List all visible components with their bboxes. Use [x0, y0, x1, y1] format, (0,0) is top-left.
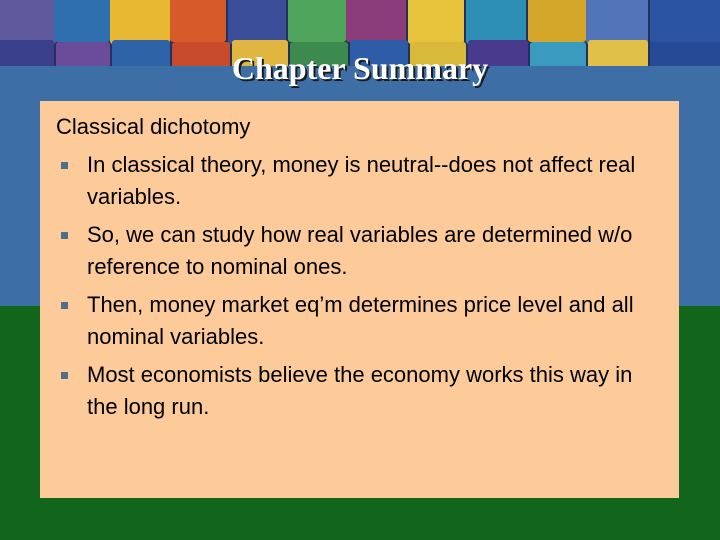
bullet-item	[56, 219, 666, 283]
bullet-item	[56, 289, 666, 353]
content-box	[40, 101, 679, 498]
square-bullet-icon	[61, 372, 68, 379]
square-bullet-icon	[61, 302, 68, 309]
bullet-list	[56, 149, 666, 429]
bullet-text: So, we can study how real variables are determined w/o reference to nominal ones.	[87, 222, 633, 279]
section-heading: Classical dichotomy	[56, 114, 251, 139]
bullet-item	[56, 359, 666, 423]
bullet-text: In classical theory, money is neutral--does not affect real variables.	[87, 152, 636, 209]
square-bullet-icon	[61, 232, 68, 239]
slide-title: Chapter Summary	[231, 50, 489, 86]
bullet-item	[56, 149, 666, 213]
bullet-text: Most economists believe the economy works this way in the long run.	[87, 362, 633, 419]
square-bullet-icon	[61, 162, 68, 169]
bullet-text: Then, money market eq’m determines price level and all nominal variables.	[87, 292, 634, 349]
title-area	[0, 48, 720, 88]
